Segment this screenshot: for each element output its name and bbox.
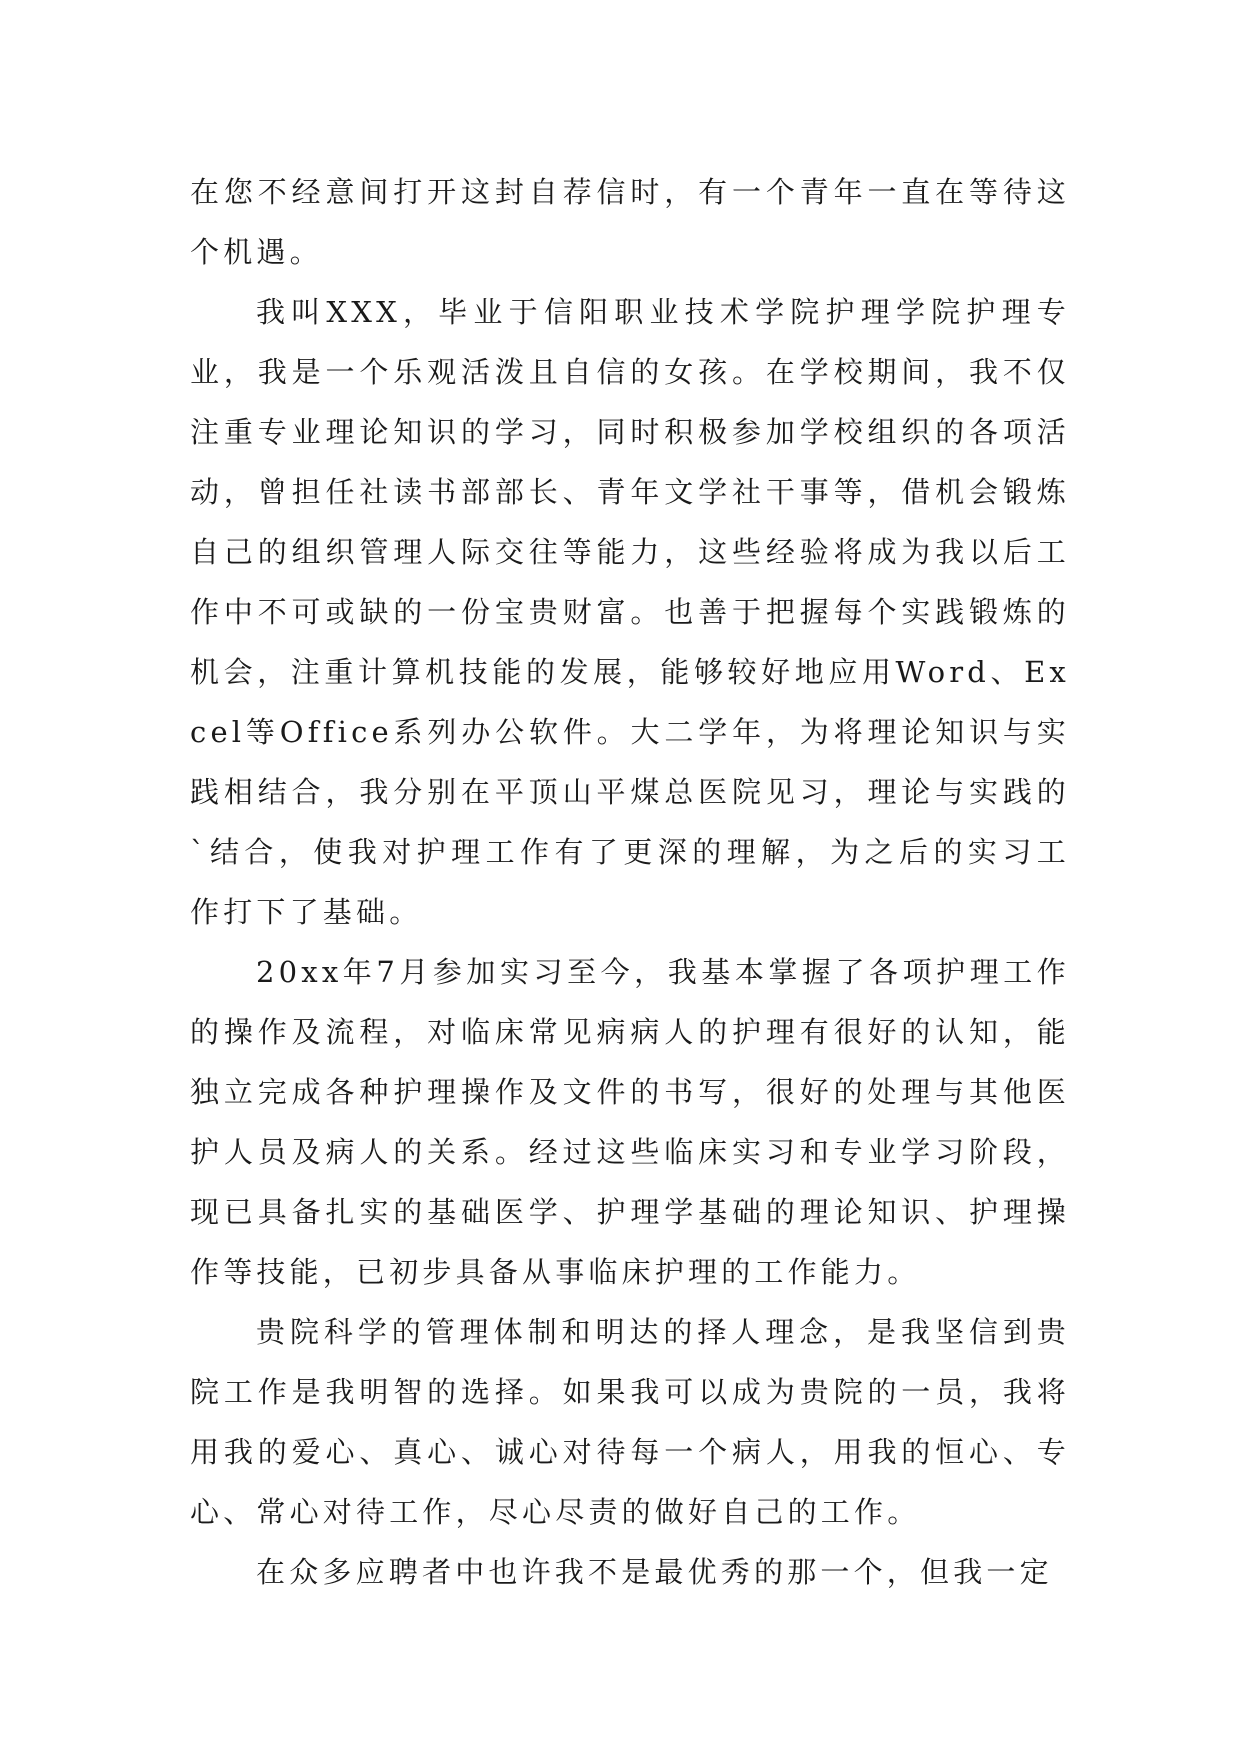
paragraph-introduction: 我叫XXX，毕业于信阳职业技术学院护理学院护理专业，我是一个乐观活泼且自信的女孩。在学校期间，我不仅注重专业理论知识的学习，同时积极参加学校组织的各项活动，曾担任社读书部部长、青年文学社干事等，借机会锻炼自己的组织管理人际交往等能力，这些经验将成为我以后工作中不可或缺的一份宝贵财富。也善于把握每个实践锻炼的机会，注重计算机技能的发展，能够较好地应用Word、Excel等Office系列办公软件。大二学年，为将理论知识与实践相结合，我分别在平顶山平煤总医院见习，理论与实践的`结合，使我对护理工作有了更深的理解，为之后的实习工作打下了基础。 xyxy=(190,295,1070,929)
paragraph-internship: 20xx年7月参加实习至今，我基本掌握了各项护理工作的操作及流程，对临床常见病病人的护理有很好的认知，能独立完成各种护理操作及文件的书写，很好的处理与其他医护人员及病人的关系。经过这些临床实习和专业学习阶段，现已具备扎实的基础医学、护理学基础的理论知识、护理操作等技能，已初步具备从事临床护理的工作能力。 xyxy=(190,955,1070,1289)
letter-body xyxy=(190,162,1070,1602)
paragraph-closing: 在众多应聘者中也许我不是最优秀的那一个，但我一定 xyxy=(256,1555,1053,1589)
paragraph-opening: 在您不经意间打开这封自荐信时，有一个青年一直在等待这个机遇。 xyxy=(190,175,1070,269)
paragraph-motivation: 贵院科学的管理体制和明达的择人理念，是我坚信到贵院工作是我明智的选择。如果我可以成为贵院的一员，我将用我的爱心、真心、诚心对待每一个病人，用我的恒心、专心、常心对待工作，尽心尽责的做好自己的工作。 xyxy=(190,1315,1070,1529)
